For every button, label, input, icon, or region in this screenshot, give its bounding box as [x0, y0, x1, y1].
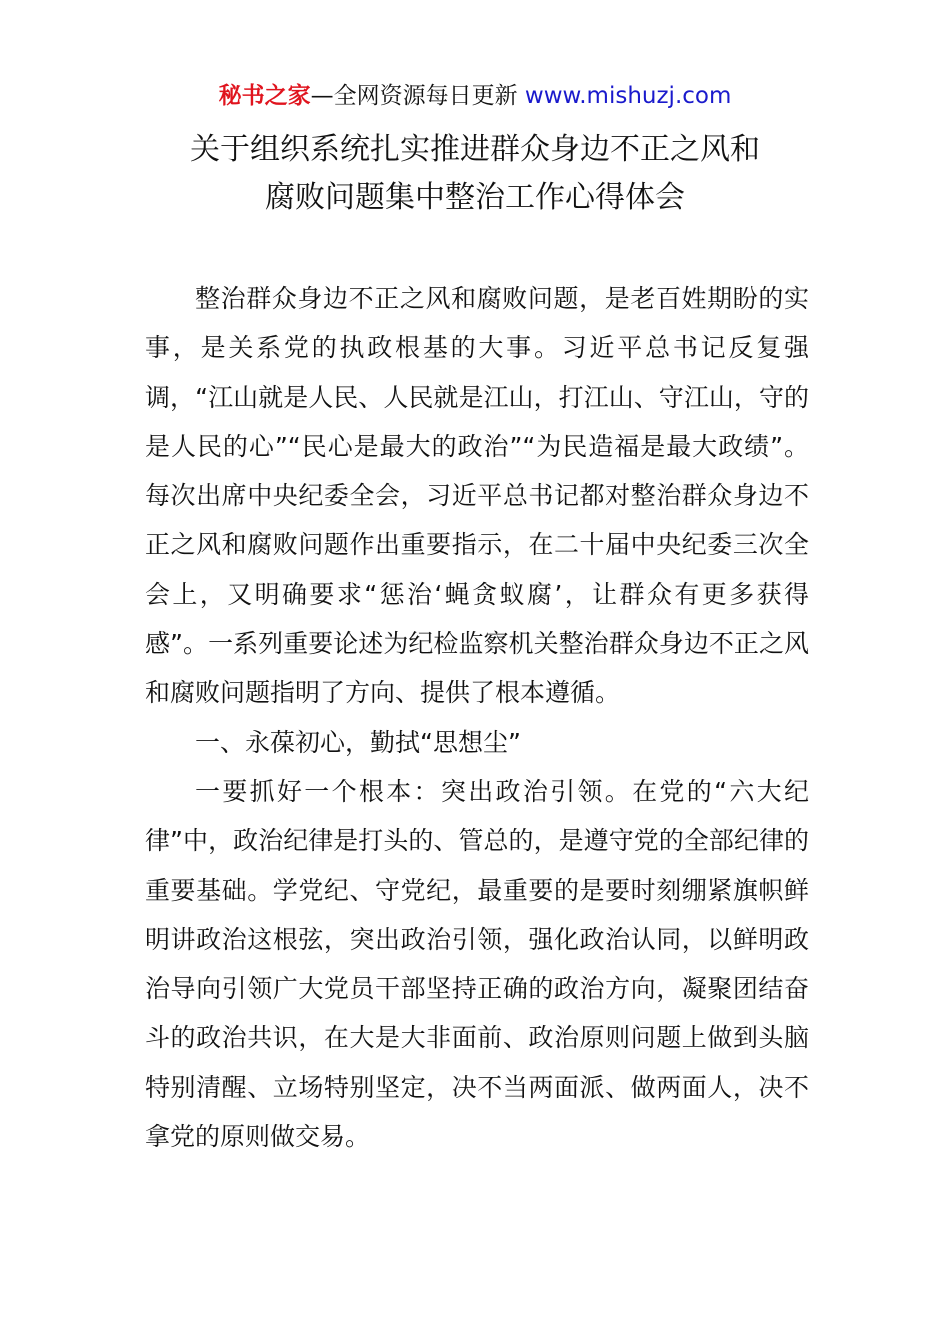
site-brand: 秘书之家 — [218, 83, 311, 109]
document-title — [0, 126, 950, 222]
site-header — [0, 80, 950, 112]
document-body — [145, 274, 809, 1161]
paragraph-section-1: 一要抓好一个根本：突出政治引领。在党的“六大纪律”中，政治纪律是打头的、管总的，是遵守党的全部纪律的重要基础。学党纪、守党纪，最重要的是要时刻绷紧旗帜鲜明讲政治这根弦，突出政治引领，强化政治认同，以鲜明政治导向引领广大党员干部坚持正确的政治方向，凝聚团结奋斗的政治共识，在大是大非面前、政治原则问题上做到头脑特别清醒、立场特别坚定，决不当两面派、做两面人，决不拿党的原则做交易。 — [145, 776, 809, 1152]
title-line-2: 腐败问题集中整治工作心得体会 — [265, 180, 685, 215]
title-line-1: 关于组织系统扎实推进群众身边不正之风和 — [190, 132, 760, 167]
site-tagline: —全网资源每日更新 — [310, 83, 518, 109]
section-heading-1: 一、永葆初心，勤拭“思想尘” — [195, 727, 521, 757]
site-url[interactable]: www.mishuzj.com — [524, 83, 732, 109]
paragraph-intro: 整治群众身边不正之风和腐败问题，是老百姓期盼的实事，是关系党的执政根基的大事。习近平总书记反复强调，“江山就是人民、人民就是江山，打江山、守江山，守的是人民的心”“民心是最大的政治”“为民造福是最大政绩”。每次出席中央纪委全会，习近平总书记都对整治群众身边不正之风和腐败问题作出重要指示，在二十届中央纪委三次全会上，又明确要求“惩治‘蝇贪蚁腐’，让群众有更多获得感”。一系列重要论述为纪检监察机关整治群众身边不正之风和腐败问题指明了方向、提供了根本遵循。 — [145, 284, 809, 708]
